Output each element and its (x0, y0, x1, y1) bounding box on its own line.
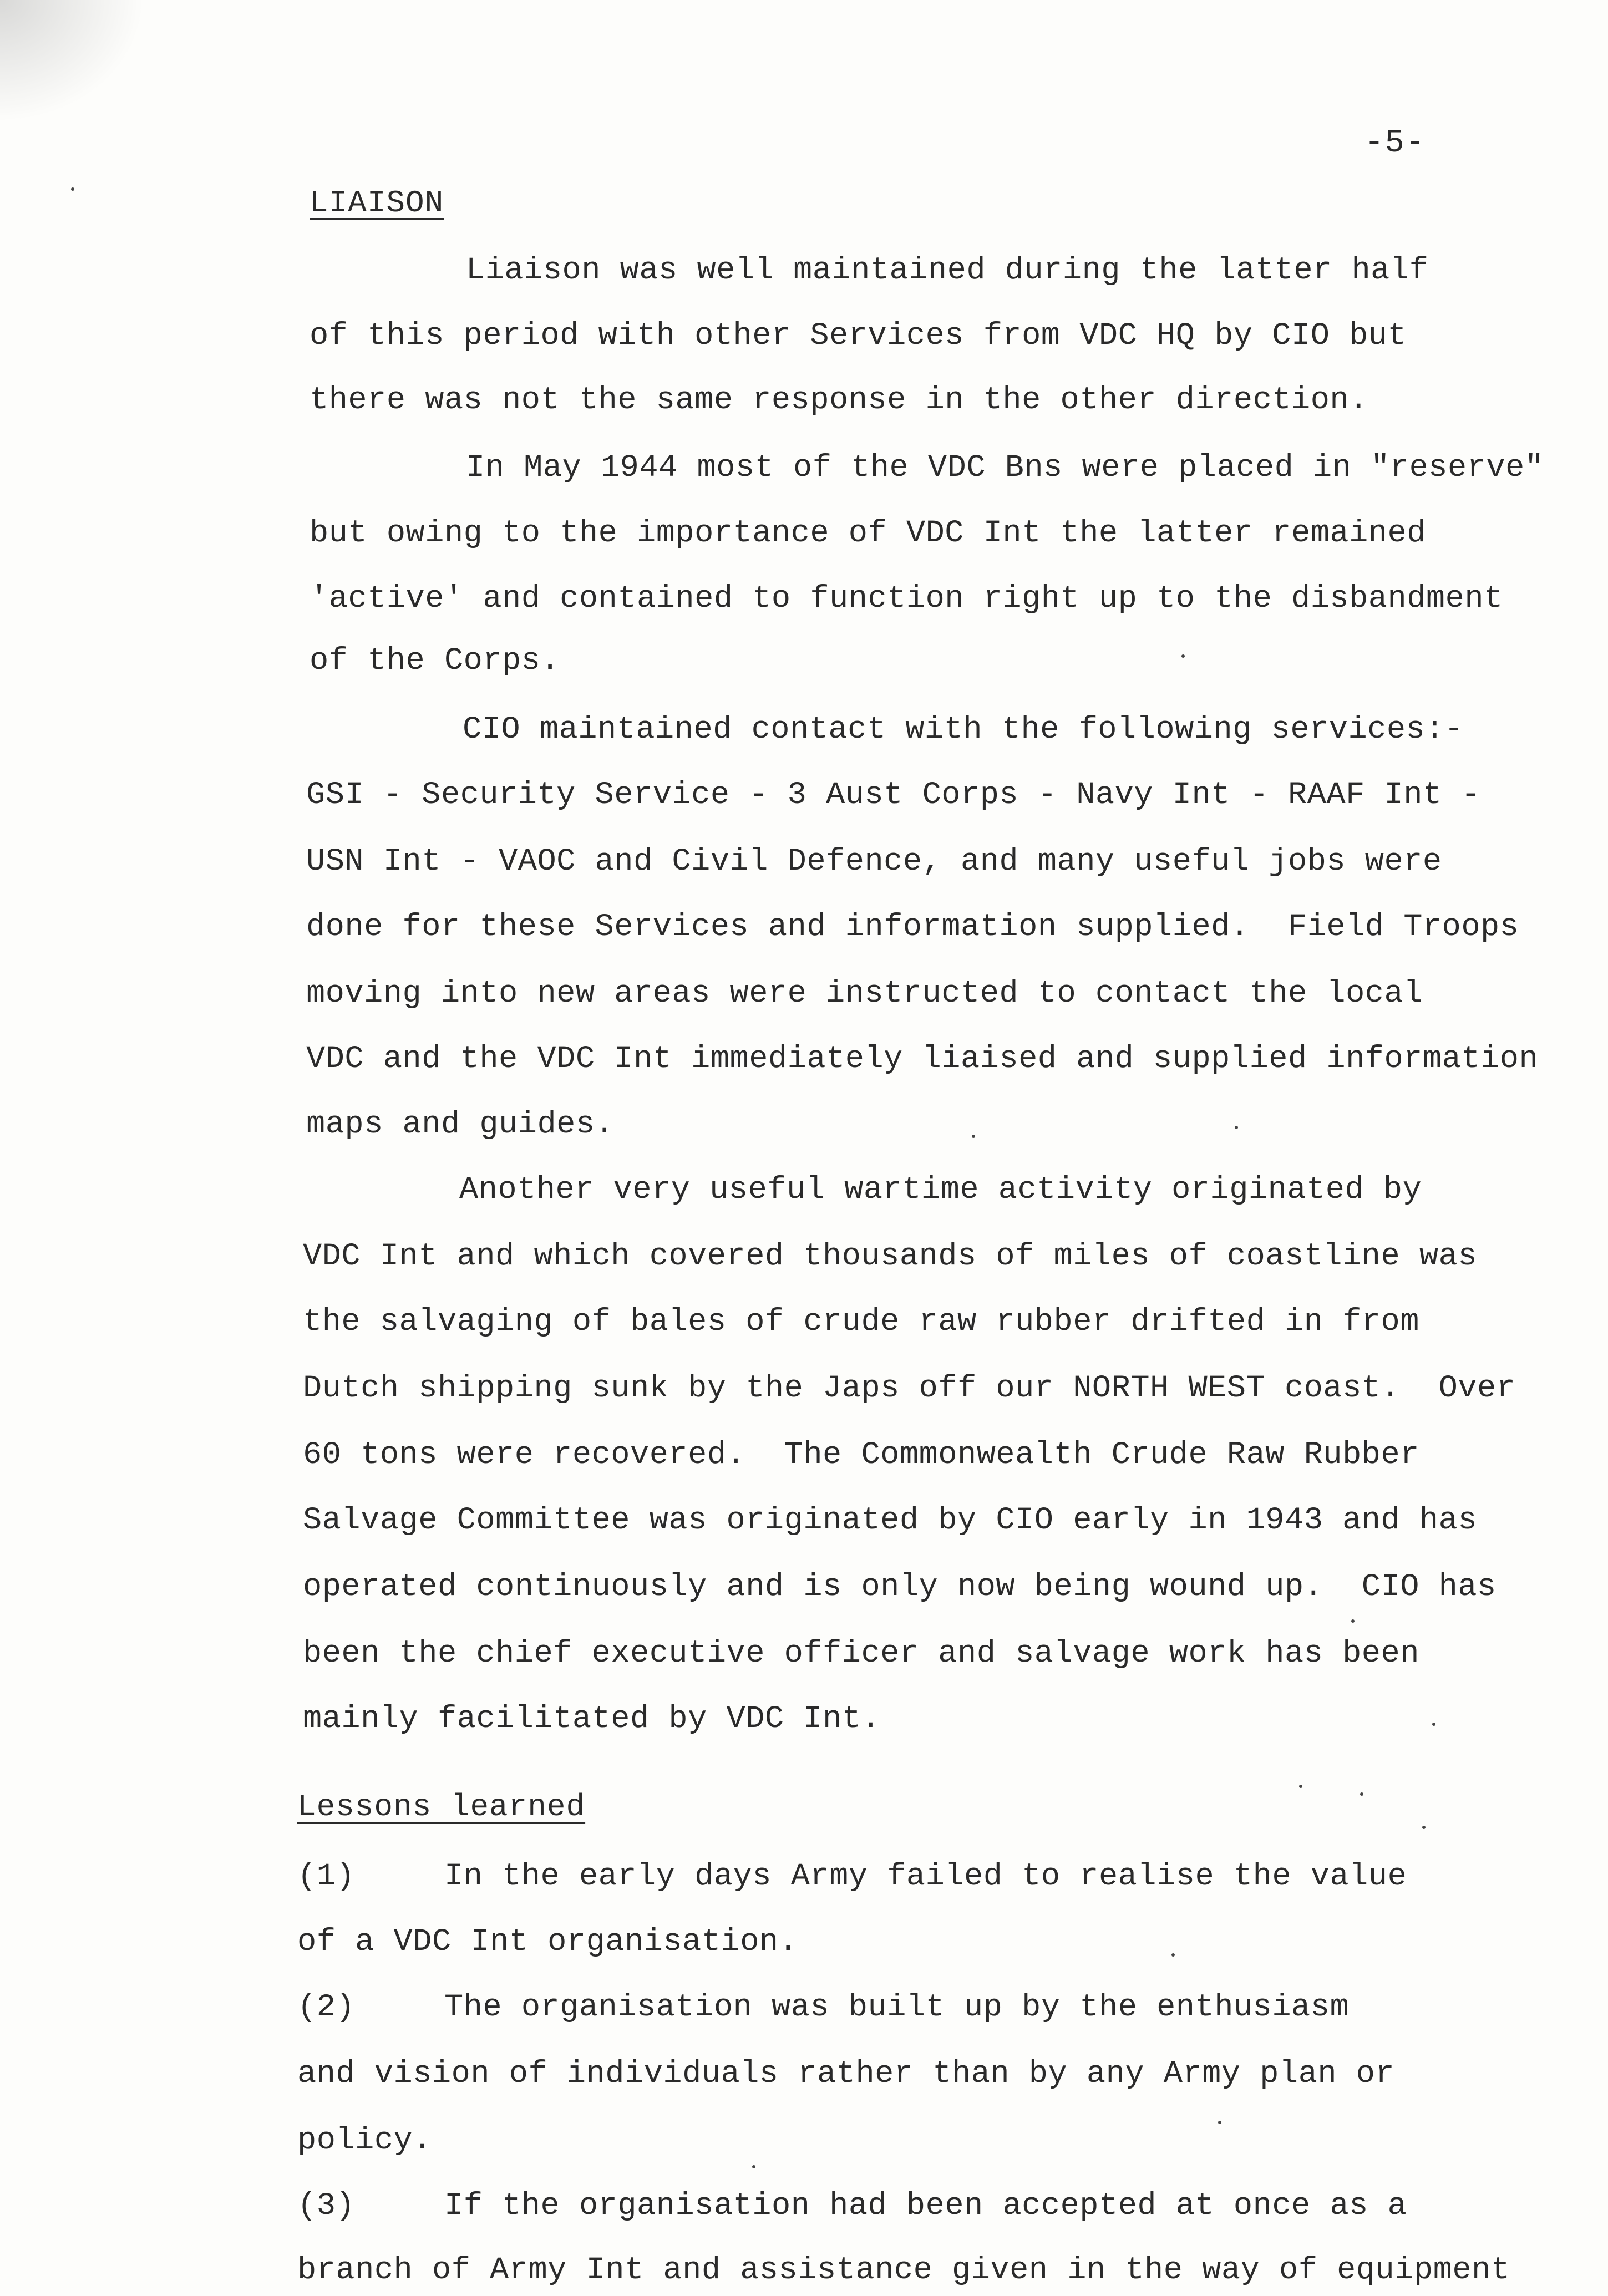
scan-artifact (0, 0, 144, 122)
scan-speck (1218, 2121, 1221, 2124)
lesson-text: In the early days Army failed to realise the value (444, 1859, 1407, 1894)
liaison-line: the salvaging of bales of crude raw rubber drifted in from (303, 1304, 1419, 1340)
scan-speck (752, 2165, 755, 2168)
liaison-line: 'active' and contained to function right up to the disbandment (310, 581, 1503, 617)
scan-speck (1181, 654, 1185, 658)
liaison-line: 60 tons were recovered. The Commonwealth Crude Raw Rubber (303, 1437, 1419, 1473)
liaison-line: GSI - Security Service - 3 Aust Corps - Navy Int - RAAF Int - (306, 778, 1481, 813)
liaison-line: USN Int - VAOC and Civil Defence, and many useful jobs were (306, 844, 1442, 880)
scan-speck (1422, 1826, 1426, 1829)
scan-speck (1432, 1723, 1435, 1726)
liaison-line: been the chief executive officer and salvage work has been (303, 1636, 1419, 1672)
lesson-text: The organisation was built up by the enthusiasm (444, 1990, 1350, 2025)
liaison-line: Liaison was well maintained during the latter half (466, 253, 1429, 288)
lesson-number: (1) (297, 1859, 356, 1894)
lesson-item-2 (297, 1990, 1349, 2025)
liaison-line: there was not the same response in the other direction. (310, 383, 1368, 418)
page-number: -5- (1364, 125, 1426, 161)
liaison-line: VDC Int and which covered thousands of miles of coastline was (303, 1239, 1478, 1274)
liaison-line: of this period with other Services from VDC HQ by CIO but (310, 318, 1407, 354)
scan-speck (71, 187, 74, 191)
liaison-line: VDC and the VDC Int immediately liaised and supplied information (306, 1042, 1539, 1077)
lesson-number: (3) (297, 2188, 356, 2224)
liaison-line: Dutch shipping sunk by the Japs off our NORTH WEST coast. Over (303, 1371, 1516, 1406)
liaison-line: CIO maintained contact with the following services:- (463, 712, 1464, 748)
scan-speck (1235, 1126, 1238, 1129)
lessons-heading: Lessons learned (297, 1789, 586, 1825)
scan-speck (1171, 1953, 1175, 1957)
scan-speck (1360, 1792, 1363, 1796)
lesson-line: and vision of individuals rather than by any Army plan or (297, 2056, 1395, 2092)
liaison-line: In May 1944 most of the VDC Bns were placed in "reserve" (466, 450, 1544, 486)
lesson-line: policy. (297, 2123, 432, 2158)
liaison-line: mainly facilitated by VDC Int. (303, 1701, 881, 1737)
scan-speck (1351, 1619, 1355, 1623)
lesson-line: branch of Army Int and assistance given in the way of equipment (297, 2253, 1510, 2288)
lesson-item-1 (297, 1859, 1407, 1894)
liaison-line: done for these Services and information supplied. Field Troops (306, 910, 1519, 945)
liaison-heading: LIAISON (310, 185, 444, 221)
liaison-line: but owing to the importance of VDC Int the latter remained (310, 516, 1426, 551)
liaison-line: of the Corps. (310, 643, 560, 679)
lesson-text: If the organisation had been accepted at once as a (444, 2188, 1407, 2224)
lesson-item-3 (297, 2188, 1407, 2224)
liaison-line: operated continuously and is only now being wound up. CIO has (303, 1569, 1497, 1605)
lesson-line: of a VDC Int organisation. (297, 1924, 798, 1960)
liaison-line: Salvage Committee was originated by CIO early in 1943 and has (303, 1503, 1478, 1538)
lesson-number: (2) (297, 1990, 356, 2025)
scan-speck (1299, 1785, 1302, 1788)
scan-speck (972, 1135, 975, 1138)
liaison-line: maps and guides. (306, 1107, 615, 1142)
liaison-line: Another very useful wartime activity originated by (459, 1172, 1422, 1208)
liaison-line: moving into new areas were instructed to contact the local (306, 976, 1423, 1012)
